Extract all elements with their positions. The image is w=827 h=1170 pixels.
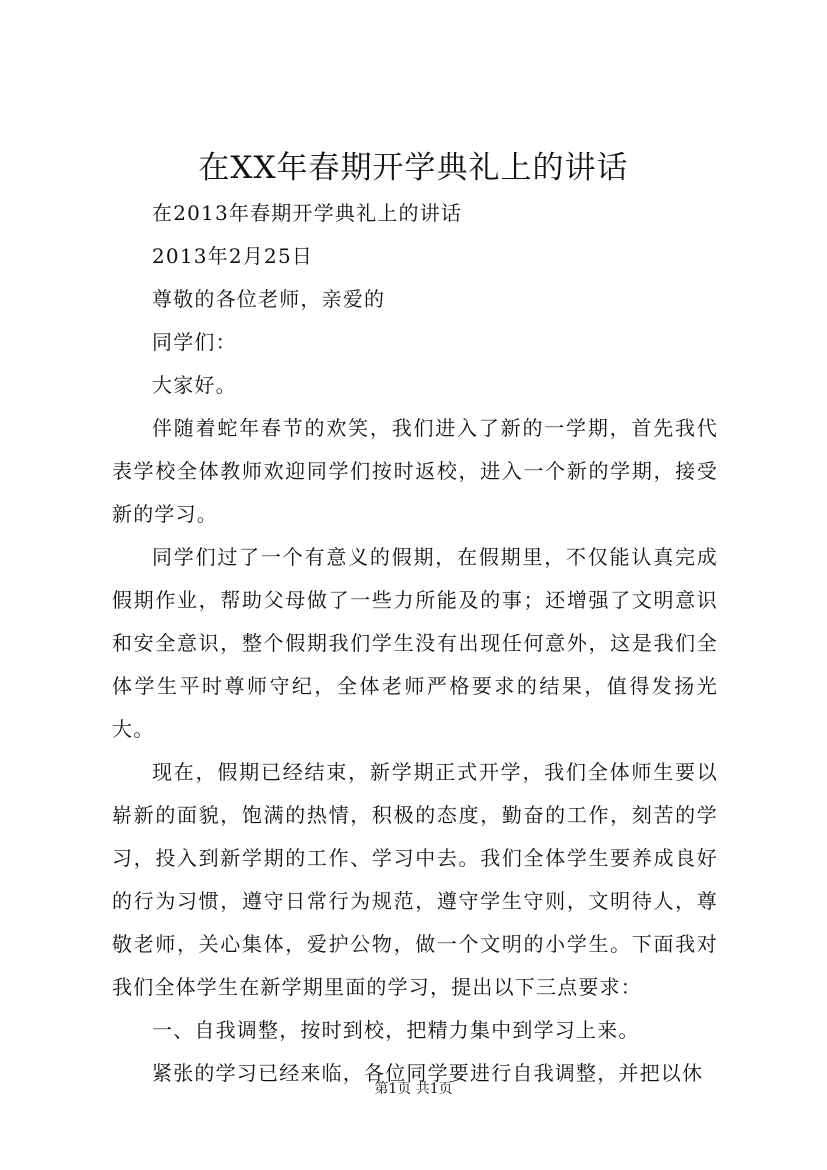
paragraph: 紧张的学习已经来临，各位同学要进行自我调整，并把以休 — [152, 1061, 704, 1085]
paragraph: 伴随着蛇年春节的欢笑，我们进入了新的一学期，首先我代表学校全体教师欢迎同学们按时返校，进入一个新的学期，接受新的学习。 — [112, 416, 718, 526]
document-title: 在XX年春期开学典礼上的讲话 — [198, 150, 629, 186]
paragraph: 一、自我调整，按时到校，把精力集中到学习上来。 — [152, 1018, 640, 1042]
paragraph: 2013年2月25日 — [152, 244, 314, 268]
page-footer: 第1页 共1页 — [374, 1081, 453, 1097]
paragraph: 同学们： — [152, 330, 237, 354]
paragraph: 尊敬的各位老师，亲爱的 — [152, 287, 386, 311]
paragraph: 大家好。 — [152, 373, 237, 397]
paragraph: 现在，假期已经结束，新学期正式开学，我们全体师生要以崭新的面貌，饱满的热情，积极的态度，勤奋的工作，刻苦的学习，投入到新学期的工作、学习中去。我们全体学生要养成良好的行为习惯，遵守日常行为规范，遵守学生守则，文明待人，尊敬老师，关心集体，爱护公物，做一个文明的小学生。下面我对我们全体学生在新学期里面的学习，提出以下三点要求： — [112, 760, 718, 999]
paragraph: 同学们过了一个有意义的假期，在假期里，不仅能认真完成假期作业，帮助父母做了一些力所能及的事；还增强了文明意识和安全意识，整个假期我们学生没有出现任何意外，这是我们全体学生平时尊师守纪，全体老师严格要求的结果，值得发扬光大。 — [112, 545, 718, 741]
paragraph: 在2013年春期开学典礼上的讲话 — [152, 201, 463, 225]
document-body — [112, 192, 718, 1095]
